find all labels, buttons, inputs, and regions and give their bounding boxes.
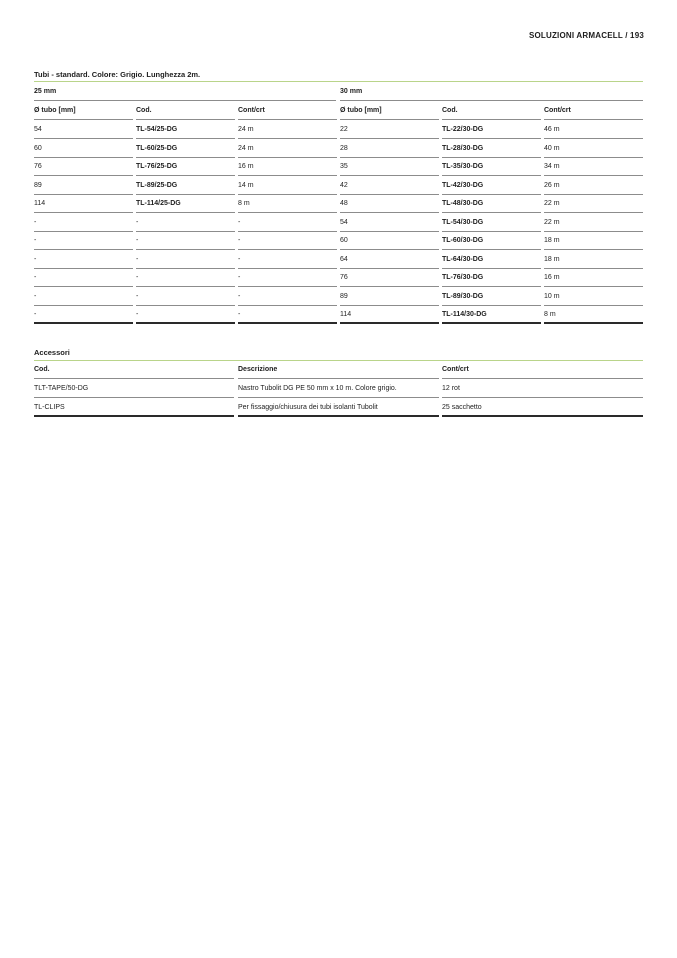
table-cell: TL-60/30-DG xyxy=(442,232,541,250)
table-cell: TL-28/30-DG xyxy=(442,140,541,158)
table-cell: - xyxy=(238,306,337,324)
table-cell: 8 m xyxy=(544,306,643,324)
tubi-accent-line xyxy=(34,81,643,82)
group-header-25: 25 mm xyxy=(34,83,336,101)
table-cell: TL-CLIPS xyxy=(34,399,234,417)
table-cell: 54 xyxy=(340,214,439,232)
column-header: Ø tubo [mm] xyxy=(34,102,133,120)
table-cell: 10 m xyxy=(544,288,643,306)
table-cell: 46 m xyxy=(544,121,643,139)
column-header: Descrizione xyxy=(238,361,439,379)
table-cell: 48 xyxy=(340,195,439,213)
table-cell: 76 xyxy=(34,158,133,176)
table-cell: 40 m xyxy=(544,140,643,158)
table-cell: 24 m xyxy=(238,140,337,158)
table-cell: 14 m xyxy=(238,177,337,195)
table-cell: - xyxy=(34,306,133,324)
table-cell: - xyxy=(136,232,235,250)
column-header: Cod. xyxy=(442,102,541,120)
group-header-30: 30 mm xyxy=(340,83,643,101)
column-header: Cont/crt xyxy=(238,102,337,120)
table-cell: - xyxy=(238,269,337,287)
table-cell: - xyxy=(238,251,337,269)
page-header: SOLUZIONI ARMACELL / 193 xyxy=(528,31,644,40)
table-cell: Nastro Tubolit DG PE 50 mm x 10 m. Colore grigio. xyxy=(238,380,439,398)
table-cell: - xyxy=(34,232,133,250)
table-cell: TL-114/25-DG xyxy=(136,195,235,213)
table-cell: 35 xyxy=(340,158,439,176)
table-cell: 42 xyxy=(340,177,439,195)
table-cell: - xyxy=(34,269,133,287)
column-header: Ø tubo [mm] xyxy=(340,102,439,120)
table-cell: 89 xyxy=(340,288,439,306)
column-header: Cont/crt xyxy=(442,361,643,379)
table-cell: TL-48/30-DG xyxy=(442,195,541,213)
table-cell: TL-76/30-DG xyxy=(442,269,541,287)
table-cell: TL-60/25-DG xyxy=(136,140,235,158)
table-cell: 12 rot xyxy=(442,380,643,398)
table-cell: 64 xyxy=(340,251,439,269)
table-cell: TL-54/30-DG xyxy=(442,214,541,232)
table-cell: 25 sacchetto xyxy=(442,399,643,417)
table-cell: 34 m xyxy=(544,158,643,176)
table-cell: 16 m xyxy=(544,269,643,287)
table-cell: TLT-TAPE/50-DG xyxy=(34,380,234,398)
table-cell: 24 m xyxy=(238,121,337,139)
column-header: Cod. xyxy=(34,361,234,379)
column-header: Cont/crt xyxy=(544,102,643,120)
table-cell: 26 m xyxy=(544,177,643,195)
table-cell: TL-22/30-DG xyxy=(442,121,541,139)
table-cell: - xyxy=(136,269,235,287)
table-cell: - xyxy=(34,214,133,232)
table-cell: 16 m xyxy=(238,158,337,176)
table-cell: TL-35/30-DG xyxy=(442,158,541,176)
table-cell: 89 xyxy=(34,177,133,195)
table-cell: - xyxy=(136,288,235,306)
table-cell: 22 xyxy=(340,121,439,139)
accessori-section-title: Accessori xyxy=(34,348,70,357)
table-cell: 18 m xyxy=(544,251,643,269)
table-cell: TL-54/25-DG xyxy=(136,121,235,139)
table-cell: 28 xyxy=(340,140,439,158)
table-cell: - xyxy=(238,232,337,250)
table-cell: Per fissaggio/chiusura dei tubi isolanti Tubolit xyxy=(238,399,439,417)
table-cell: - xyxy=(136,306,235,324)
table-cell: 22 m xyxy=(544,195,643,213)
table-cell: - xyxy=(34,288,133,306)
table-cell: 114 xyxy=(34,195,133,213)
table-cell: 114 xyxy=(340,306,439,324)
table-cell: TL-42/30-DG xyxy=(442,177,541,195)
table-cell: - xyxy=(238,214,337,232)
table-cell: 76 xyxy=(340,269,439,287)
table-cell: 60 xyxy=(340,232,439,250)
table-cell: 60 xyxy=(34,140,133,158)
tubi-section-title: Tubi - standard. Colore: Grigio. Lunghezza 2m. xyxy=(34,70,201,79)
table-cell: - xyxy=(238,288,337,306)
table-cell: - xyxy=(34,251,133,269)
table-cell: - xyxy=(136,251,235,269)
table-cell: TL-89/30-DG xyxy=(442,288,541,306)
table-cell: TL-114/30-DG xyxy=(442,306,541,324)
column-header: Cod. xyxy=(136,102,235,120)
table-cell: TL-76/25-DG xyxy=(136,158,235,176)
table-cell: 8 m xyxy=(238,195,337,213)
table-cell: TL-89/25-DG xyxy=(136,177,235,195)
table-cell: 18 m xyxy=(544,232,643,250)
table-cell: - xyxy=(136,214,235,232)
table-cell: 22 m xyxy=(544,214,643,232)
table-cell: 54 xyxy=(34,121,133,139)
table-cell: TL-64/30-DG xyxy=(442,251,541,269)
